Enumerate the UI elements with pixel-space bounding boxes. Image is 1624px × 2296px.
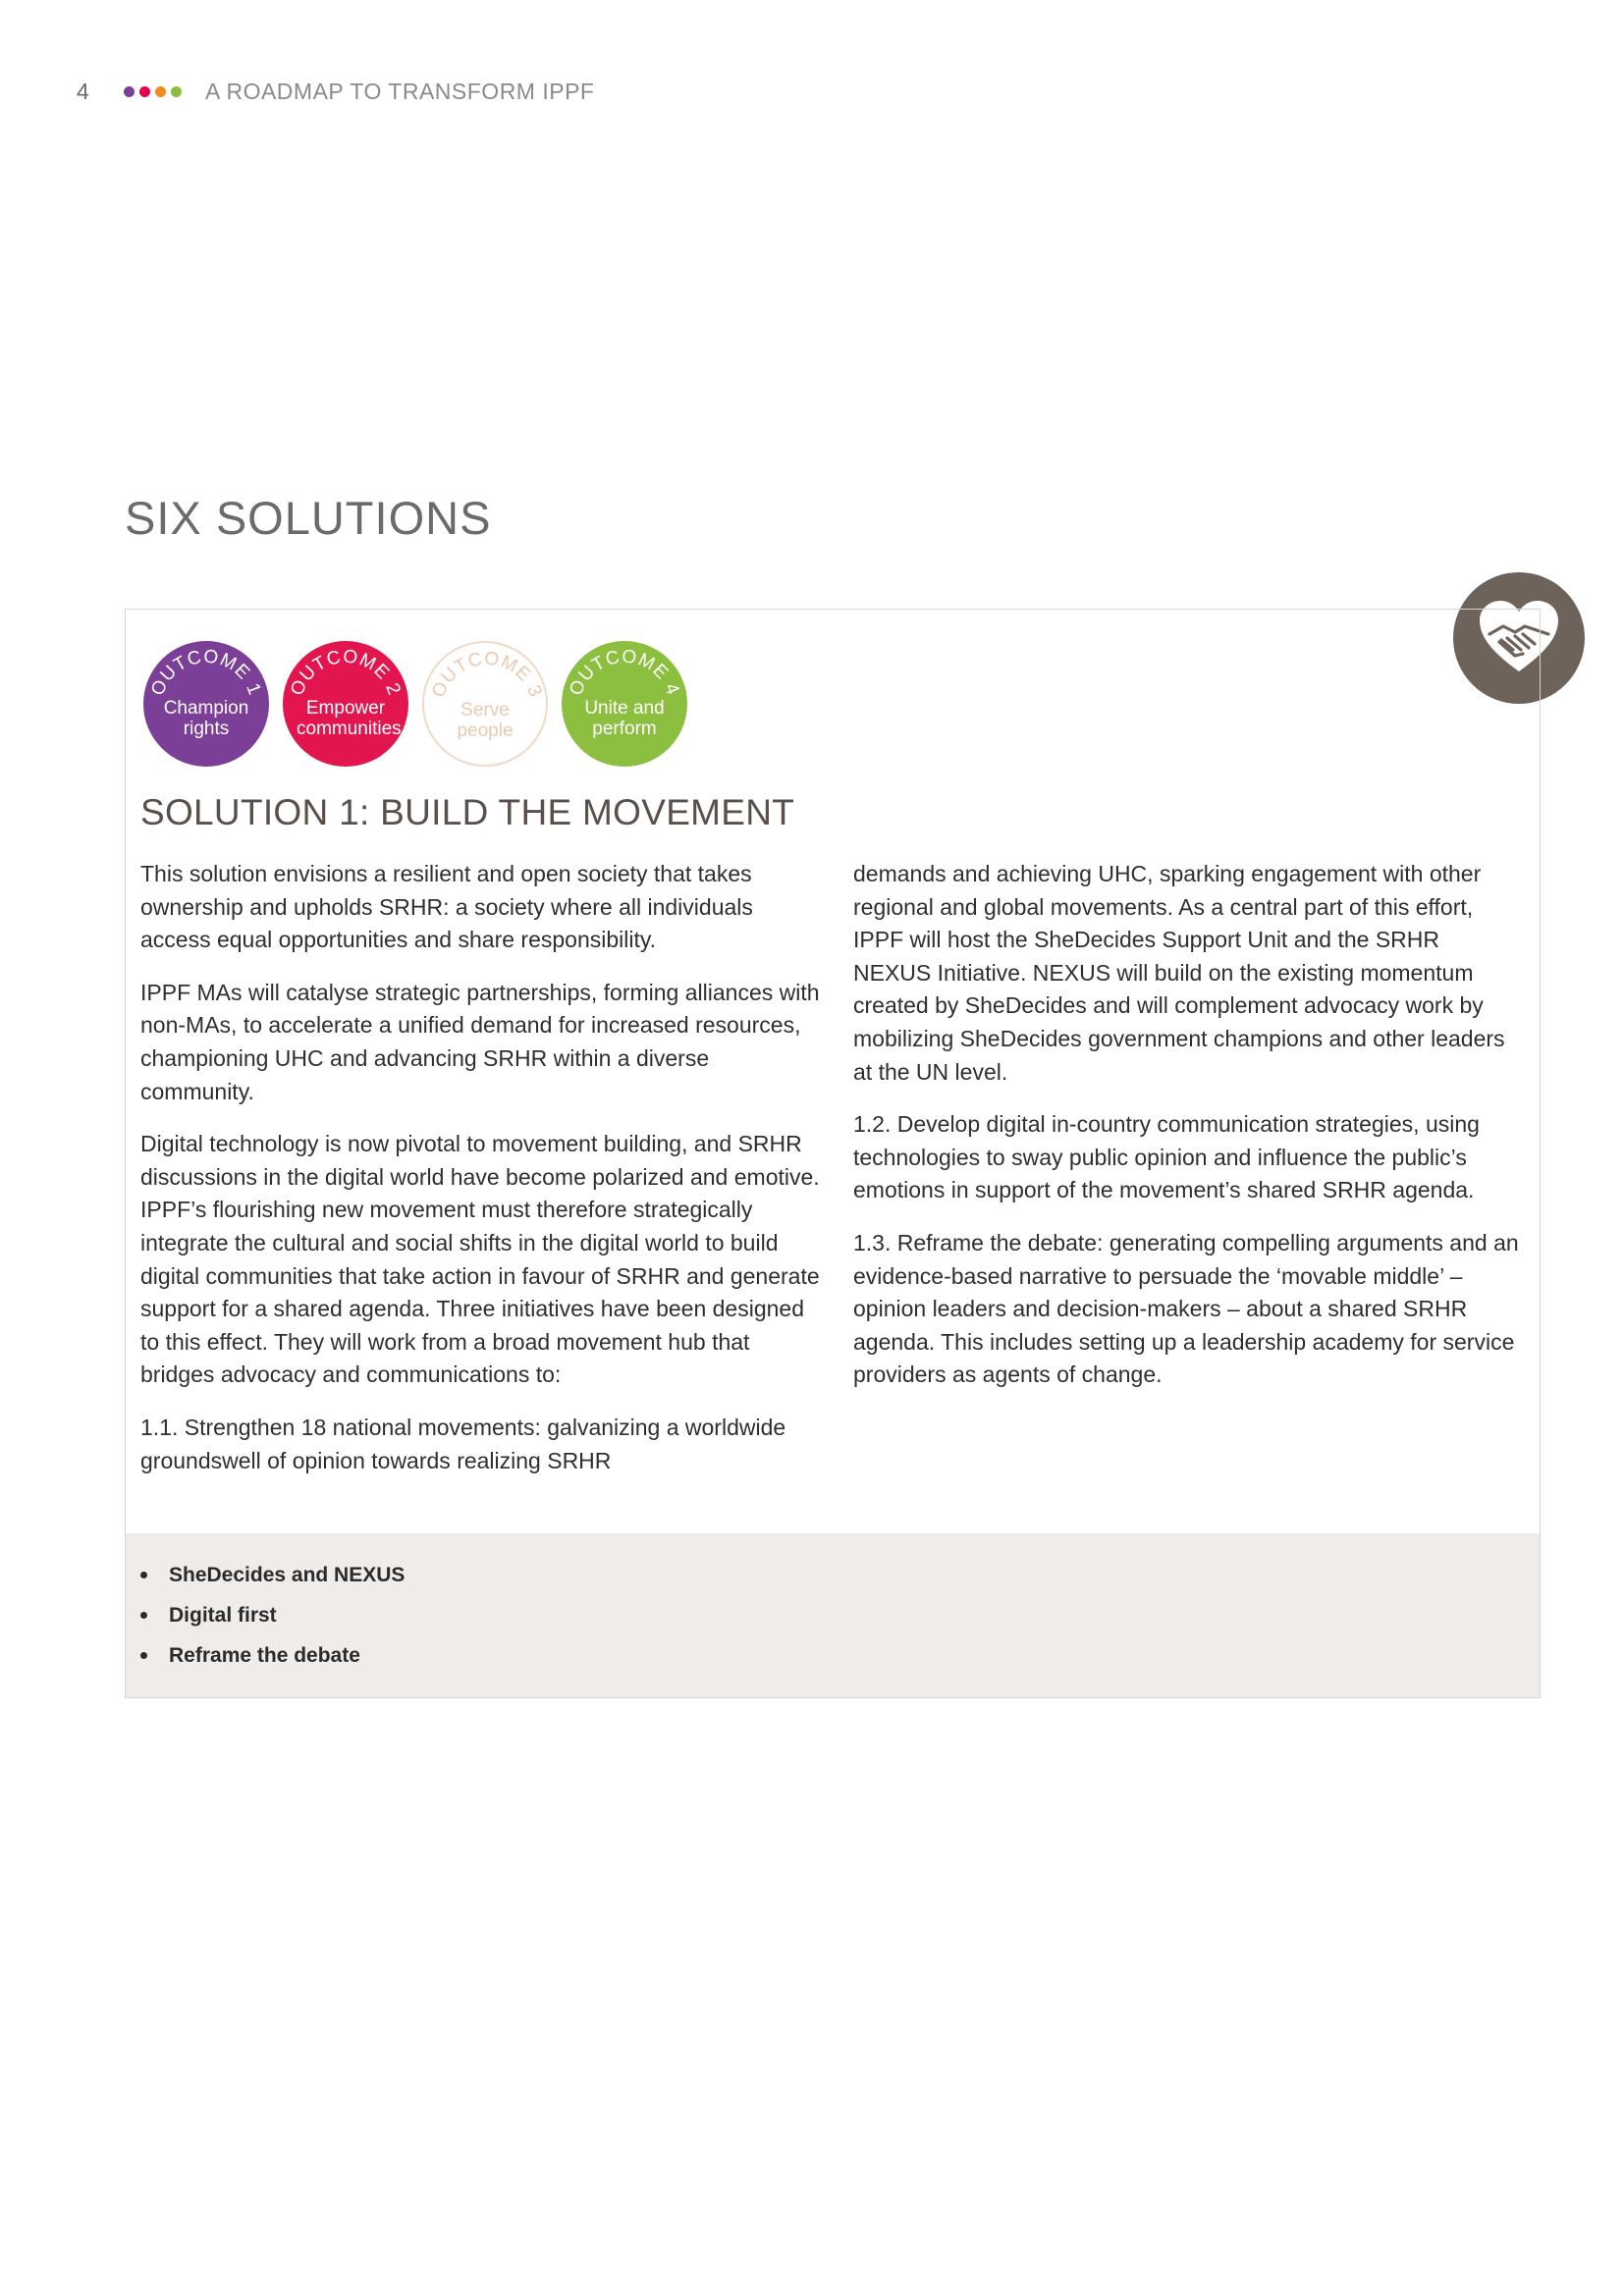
initiative-label: Digital first bbox=[169, 1604, 277, 1627]
outcome-label: Champion rights bbox=[163, 698, 249, 739]
running-title: A ROADMAP TO TRANSFORM IPPF bbox=[205, 78, 595, 104]
outcome-badge bbox=[283, 641, 408, 767]
svg-text:OUTCOME 4 bbox=[566, 647, 683, 699]
outcome-arc-label: OUTCOME 4 bbox=[566, 646, 683, 699]
initiative-label: SheDecides and NEXUS bbox=[169, 1564, 406, 1586]
svg-text:OUTCOME 1 bbox=[147, 647, 265, 699]
body-paragraph: demands and achieving UHC, sparking engagement with other regional and global movements. As a central part of this effort, IPPF will host the SheDecides Support Unit and the SRHR NEXUS Initiative. NEXUS will build on the existing momentum created by SheDecides and will complement advocacy work by mobilizing SheDecides government champions and other leaders at the UN level. bbox=[853, 861, 1505, 1085]
bullet-icon bbox=[140, 1652, 147, 1659]
body-paragraph: 1.3. Reframe the debate: generating compelling arguments and an evidence-based narrative to persuade the ‘movable middle’ – opinion leaders and decision-makers – about a shared SRHR agenda. This includes setting up a leadership academy for service providers as agents of change. bbox=[853, 1229, 1519, 1388]
outcome-badge bbox=[562, 641, 687, 767]
outcome-badge bbox=[143, 641, 269, 767]
section-title: SIX SOLUTIONS bbox=[125, 492, 492, 544]
outcome-label: Serve people bbox=[457, 700, 514, 741]
solution-box bbox=[125, 609, 1541, 1698]
header-dot bbox=[171, 86, 182, 97]
solution-heading: SOLUTION 1: BUILD THE MOVEMENT bbox=[140, 792, 795, 832]
initiative-label: Reframe the debate bbox=[169, 1644, 360, 1667]
svg-text:OUTCOME 2 bbox=[287, 647, 405, 699]
svg-text:OUTCOME 3 bbox=[428, 649, 546, 701]
initiative-item bbox=[140, 1595, 1540, 1635]
header-dot bbox=[124, 86, 135, 97]
left-column bbox=[140, 858, 828, 1497]
header-dot bbox=[155, 86, 166, 97]
initiative-item bbox=[140, 1635, 1540, 1676]
page-number: 4 bbox=[77, 78, 89, 104]
body-paragraph: Digital technology is now pivotal to movement building, and SRHR discussions in the digital world have become polarized and emotive. IPPF’s flourishing new movement must therefore strategically integrate the cultural and social shifts in the digital world to build digital communities that take action in favour of SRHR and generate support for a shared agenda. Three initiatives have been designed to this effect. They will work from a broad movement hub that bridges advocacy and communications to: bbox=[140, 1131, 820, 1388]
header-dots bbox=[124, 86, 182, 97]
outcome-arc-label: OUTCOME 3 bbox=[428, 648, 546, 701]
initiatives-panel bbox=[126, 1533, 1540, 1697]
bullet-icon bbox=[140, 1612, 147, 1619]
outcome-arc-label: OUTCOME 1 bbox=[147, 646, 265, 699]
bullet-icon bbox=[140, 1572, 147, 1578]
body-paragraph: 1.2. Develop digital in-country communication strategies, using technologies to sway public opinion and influence the public’s emotions in support of the movement’s shared SRHR agenda. bbox=[853, 1111, 1480, 1203]
outcome-arc-label: OUTCOME 2 bbox=[287, 646, 405, 699]
page-header bbox=[77, 77, 594, 106]
body-paragraph: 1.1. Strengthen 18 national movements: galvanizing a worldwide groundswell of opinion towards realizing SRHR bbox=[140, 1414, 786, 1473]
body-paragraph: IPPF MAs will catalyse strategic partnerships, forming alliances with non-MAs, to accelerate a unified demand for increased resources, championing UHC and advancing SRHR within a diverse community. bbox=[140, 979, 820, 1104]
header-dot bbox=[139, 86, 150, 97]
body-paragraph: This solution envisions a resilient and open society that takes ownership and upholds SRHR: a society where all individuals access equal opportunities and share responsibility. bbox=[140, 861, 753, 953]
outcome-label: Empower communities bbox=[297, 698, 402, 739]
outcome-label: Unite and perform bbox=[584, 698, 665, 739]
outcome-badges bbox=[143, 641, 687, 767]
initiatives-list bbox=[126, 1555, 1540, 1676]
outcome-badge bbox=[422, 641, 548, 767]
initiative-item bbox=[140, 1555, 1540, 1595]
right-column bbox=[853, 858, 1521, 1412]
